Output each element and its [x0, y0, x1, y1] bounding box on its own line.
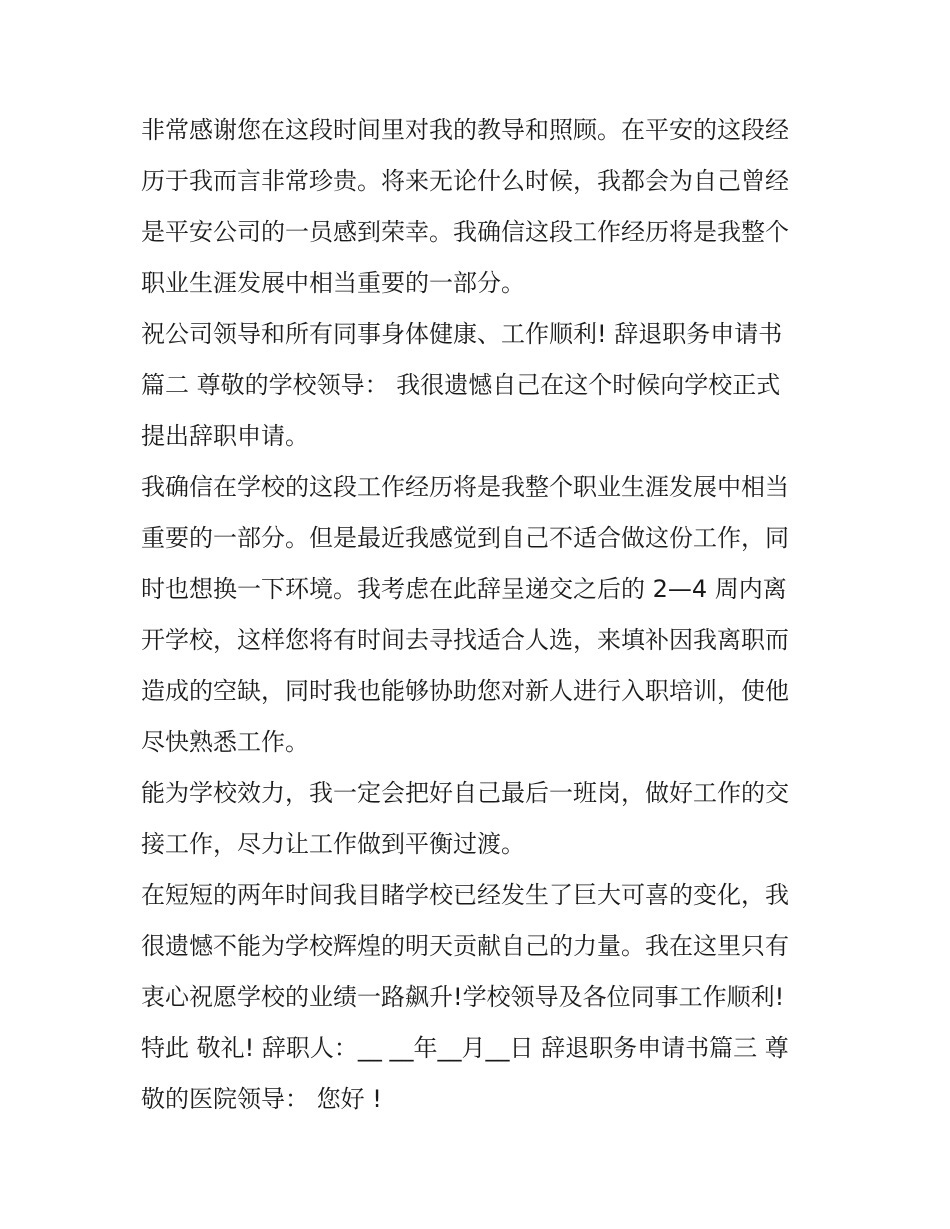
text-line: 是平安公司的一员感到荣幸。我确信这段工作经历将是我整个	[141, 218, 789, 246]
text-line: 特此 敬礼! 辞职人：__ __年__月__日 辞退职务申请书篇三 尊	[141, 1034, 789, 1062]
document-body	[141, 105, 813, 1125]
text-line: 在短短的两年时间我目睹学校已经发生了巨大可喜的变化，我	[141, 881, 789, 909]
text-line: 我确信在学校的这段工作经历将是我整个职业生涯发展中相当	[141, 473, 789, 501]
text-line: 衷心祝愿学校的业绩一路飙升!学校领导及各位同事工作顺利!	[141, 983, 785, 1011]
text-line: 职业生涯发展中相当重要的一部分。	[141, 269, 525, 297]
text-line: 开学校，这样您将有时间去寻找适合人选，来填补因我离职而	[141, 626, 789, 654]
text-line: 造成的空缺，同时我也能够协助您对新人进行入职培训，使他	[141, 677, 789, 705]
text-line: 非常感谢您在这段时间里对我的教导和照顾。在平安的这段经	[141, 116, 789, 144]
text-line: 敬的医院领导： 您好 !	[141, 1085, 382, 1113]
text-line: 很遗憾不能为学校辉煌的明天贡献自己的力量。我在这里只有	[141, 932, 789, 960]
text-line: 时也想换一下环境。我考虑在此辞呈递交之后的 2—4 周内离	[141, 575, 787, 603]
text-line: 重要的一部分。但是最近我感觉到自己不适合做这份工作，同	[141, 524, 789, 552]
text-line: 历于我而言非常珍贵。将来无论什么时候，我都会为自己曾经	[141, 167, 789, 195]
text-line: 祝公司领导和所有同事身体健康、工作顺利! 辞退职务申请书	[141, 320, 783, 348]
text-line: 尽快熟悉工作。	[141, 728, 309, 756]
text-line: 接工作，尽力让工作做到平衡过渡。	[141, 830, 525, 858]
text-line: 篇二 尊敬的学校领导： 我很遗憾自己在这个时候向学校正式	[141, 371, 781, 399]
text-line: 能为学校效力，我一定会把好自己最后一班岗，做好工作的交	[141, 779, 789, 807]
text-line: 提出辞职申请。	[141, 422, 309, 450]
